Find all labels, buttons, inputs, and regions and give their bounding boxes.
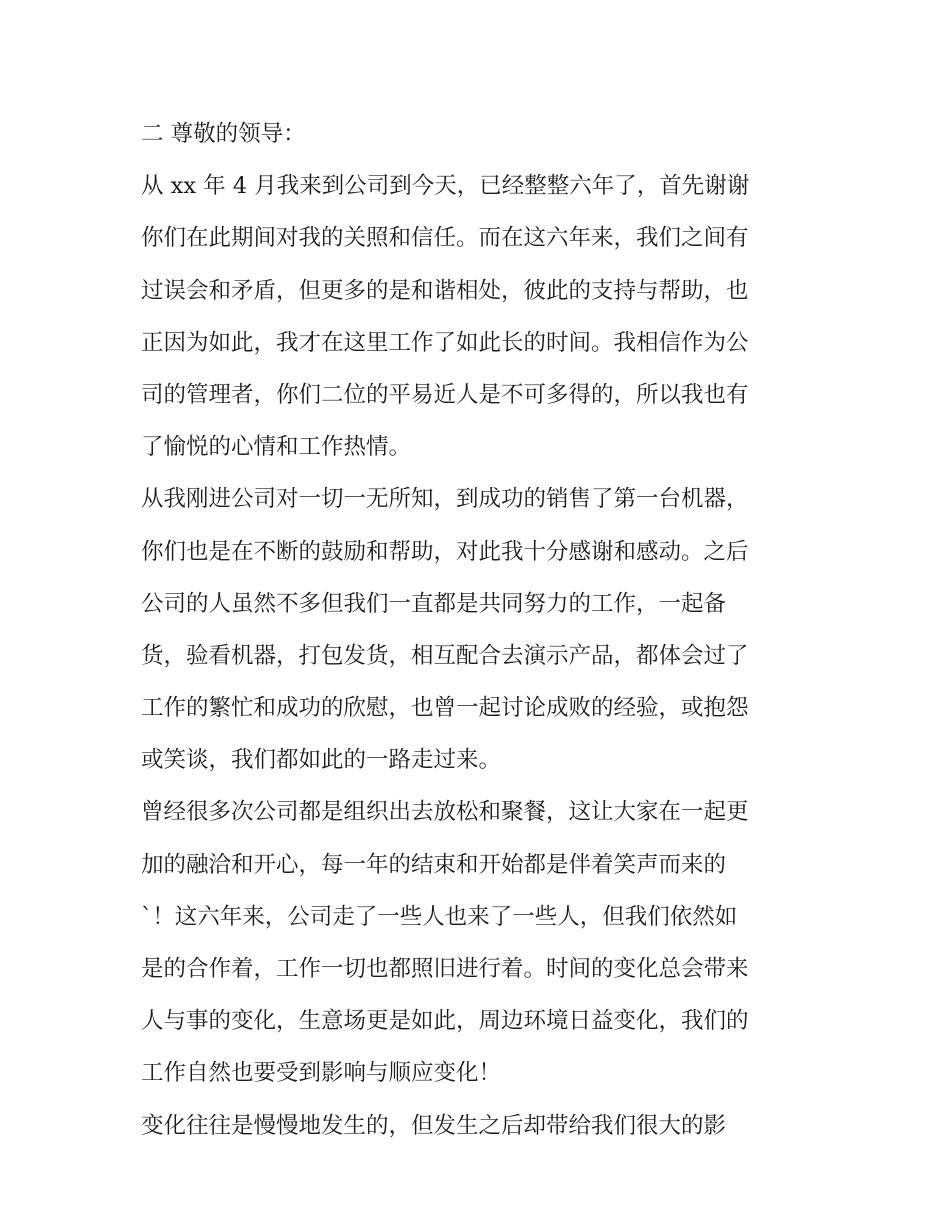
text-line: 公司的人虽然不多但我们一直都是共同努力的工作，一起备 bbox=[141, 590, 727, 617]
text-line: 你们也是在不断的鼓励和帮助，对此我十分感谢和感动。之后 bbox=[141, 538, 749, 565]
text-line: 正因为如此，我才在这里工作了如此长的时间。我相信作为公 bbox=[141, 329, 749, 356]
text-line: 货，验看机器，打包发货，相互配合去演示产品，都体会过了 bbox=[141, 642, 749, 669]
text-line: 工作的繁忙和成功的欣慰，也曾一起讨论成败的经验，或抱怨 bbox=[141, 695, 749, 722]
text-line: 从我刚进公司对一切一无所知，到成功的销售了第一台机器， bbox=[141, 486, 749, 513]
text-line: 变化往往是慢慢地发生的，但发生之后却带给我们很大的影 bbox=[141, 1112, 727, 1139]
text-line: 从 xx 年 4 月我来到公司到今天，已经整整六年了，首先谢谢 bbox=[141, 173, 750, 200]
text-line: 是的合作着，工作一切也都照旧进行着。时间的变化总会带来 bbox=[141, 956, 749, 982]
text-line: 或笑谈，我们都如此的一路走过来。 bbox=[141, 747, 502, 774]
text-line: 你们在此期间对我的关照和信任。而在这六年来，我们之间有 bbox=[141, 225, 749, 252]
text-line: 工作自然也要受到影响与顺应变化！ bbox=[141, 1060, 502, 1087]
text-line: 曾经很多次公司都是组织出去放松和聚餐，这让大家在一起更 bbox=[141, 799, 749, 826]
text-line: 了愉悦的心情和工作热情。 bbox=[141, 434, 412, 461]
text-line: `！这六年来，公司走了一些人也来了一些人，但我们依然如 bbox=[141, 903, 738, 930]
letter-body bbox=[141, 108, 821, 1152]
text-line: 司的管理者，你们二位的平易近人是不可多得的，所以我也有 bbox=[141, 381, 749, 408]
salutation-line: 二 尊敬的领导： bbox=[141, 121, 306, 147]
text-line: 加的融洽和开心，每一年的结束和开始都是伴着笑声而来的 bbox=[141, 851, 727, 878]
text-line: 过误会和矛盾，但更多的是和谐相处，彼此的支持与帮助，也 bbox=[141, 277, 749, 304]
text-line: 人与事的变化，生意场更是如此，周边环境日益变化，我们的 bbox=[141, 1008, 749, 1035]
